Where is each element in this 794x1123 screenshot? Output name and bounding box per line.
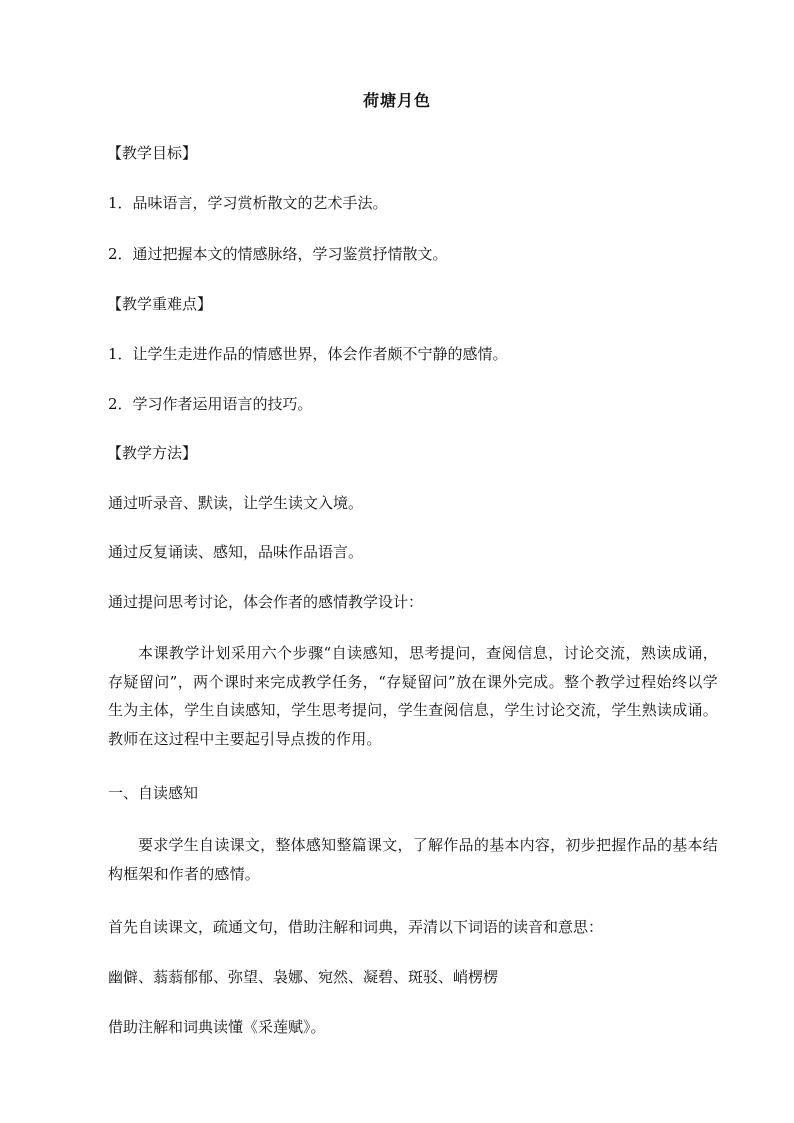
objective-1: 1．品味语言，学习赏析散文的艺术手法。 <box>108 194 388 212</box>
method-3: 通过提问思考讨论，体会作者的感情教学设计： <box>108 593 424 611</box>
method-1: 通过听录音、默读，让学生读文入境。 <box>108 494 364 512</box>
difficulty-2: 2．学习作者运用语言的技巧。 <box>108 395 313 413</box>
design-paragraph: 本课教学计划采用六个步骤“自读感知，思考提问，查阅信息，讨论交流，熟读成诵，存疑留问”，两个课时来完成教学任务，“存疑留问”放在课外完成。整个教学过程始终以学生为主体，学生自读感知，学生思考提问，学生查阅信息，学生讨论交流，学生熟读成诵。教师在这过程中主要起引导点拨的作用。 <box>108 644 718 748</box>
step-1-heading: 一、自读感知 <box>108 784 199 802</box>
difficulty-1: 1．让学生走进作品的情感世界，体会作者颇不宁静的感情。 <box>108 345 508 363</box>
difficulty-heading: 【教学重难点】 <box>107 295 213 313</box>
step-1-requirement: 要求学生自读课文，整体感知整篇课文，了解作品的基本内容，初步把握作品的基本结构框架和作者的感情。 <box>108 836 718 883</box>
method-heading: 【教学方法】 <box>107 444 198 462</box>
vocabulary-list: 幽僻、蓊蓊郁郁、弥望、袅娜、宛然、凝碧、斑驳、峭楞楞 <box>108 968 499 986</box>
step-1-second: 借助注解和词典读懂《采莲赋》。 <box>108 1018 326 1036</box>
document-title: 荷塘月色 <box>362 91 431 110</box>
step-1-first: 首先自读课文，疏通文句，借助注解和词典，弄清以下词语的读音和意思： <box>108 918 604 936</box>
objective-2: 2．通过把握本文的情感脉络，学习鉴赏抒情散文。 <box>108 245 448 263</box>
objectives-heading: 【教学目标】 <box>107 144 198 162</box>
method-2: 通过反复诵读、感知，品味作品语言。 <box>108 543 364 561</box>
